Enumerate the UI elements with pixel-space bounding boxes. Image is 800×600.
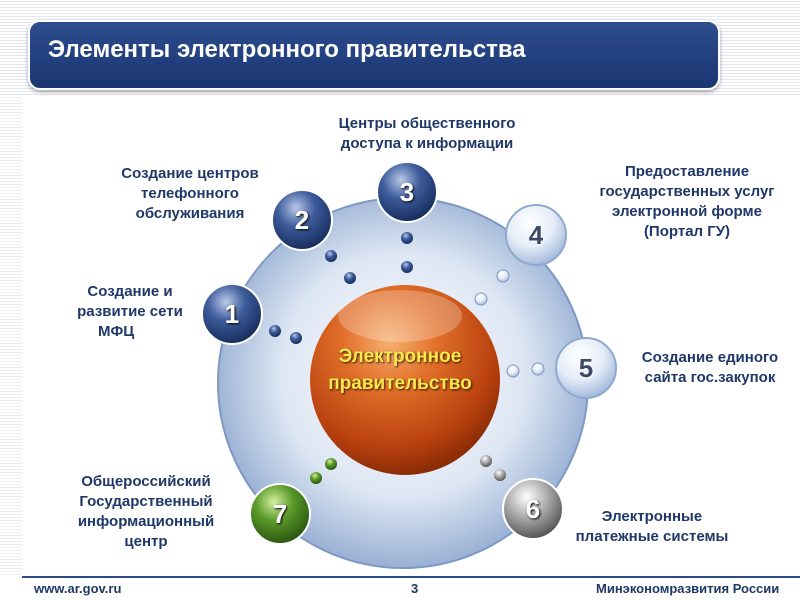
page-title: Элементы электронного правительства	[48, 36, 526, 63]
node-label-1-line: МФЦ	[98, 323, 135, 340]
center-label-line-2: правительство	[328, 373, 472, 394]
node-number-7: 7	[272, 499, 288, 529]
node-label-6-line: Электронные	[601, 508, 703, 525]
node-label-1	[60, 282, 200, 342]
node-label-7-line: Государственный	[79, 493, 213, 510]
node-label-5	[622, 348, 798, 388]
node-number-6: 6	[525, 494, 541, 524]
node-label-7-line: Общероссийский	[81, 473, 211, 490]
footer-site-link[interactable]: www.ar.gov.ru	[34, 581, 122, 596]
page-number: 3	[411, 581, 419, 596]
node-label-6	[552, 507, 752, 547]
node-label-4-line: электронной форме	[612, 203, 762, 220]
node-label-4-line: Предоставление	[624, 163, 750, 180]
node-number-4: 4	[528, 220, 544, 250]
node-label-5-line: Создание единого	[641, 349, 779, 366]
node-label-7	[48, 472, 244, 552]
footer-organization: Минэкономразвития России	[596, 581, 780, 596]
node-label-2-line: телефонного	[141, 185, 239, 202]
node-number-2: 2	[294, 205, 310, 235]
node-label-6-line: платежные системы	[575, 528, 729, 545]
node-label-2-line: обслуживания	[135, 205, 245, 222]
footer-divider	[22, 576, 800, 578]
node-label-3-line: Центры общественного	[338, 115, 516, 132]
node-label-4-line: государственных услуг	[599, 183, 775, 200]
node-label-2	[100, 164, 280, 224]
node-label-1-line: Создание и	[87, 283, 173, 300]
node-number-1: 1	[224, 299, 240, 329]
node-label-5-line: сайта гос.закупок	[644, 369, 776, 386]
node-label-3	[307, 114, 547, 154]
node-label-3-line: доступа к информации	[340, 135, 514, 152]
node-number-5: 5	[578, 353, 594, 383]
node-number-3: 3	[399, 177, 415, 207]
node-label-4	[574, 162, 800, 242]
node-label-2-line: Создание центров	[121, 165, 259, 182]
node-label-7-line: информационный	[77, 513, 215, 530]
center-label-line-1: Электронное	[338, 346, 462, 367]
node-label-1-line: развитие сети	[77, 303, 183, 320]
node-label-4-line: (Портал ГУ)	[643, 223, 731, 240]
center-sphere-highlight	[338, 290, 462, 342]
node-label-7-line: центр	[124, 533, 168, 550]
center-label	[300, 343, 500, 397]
